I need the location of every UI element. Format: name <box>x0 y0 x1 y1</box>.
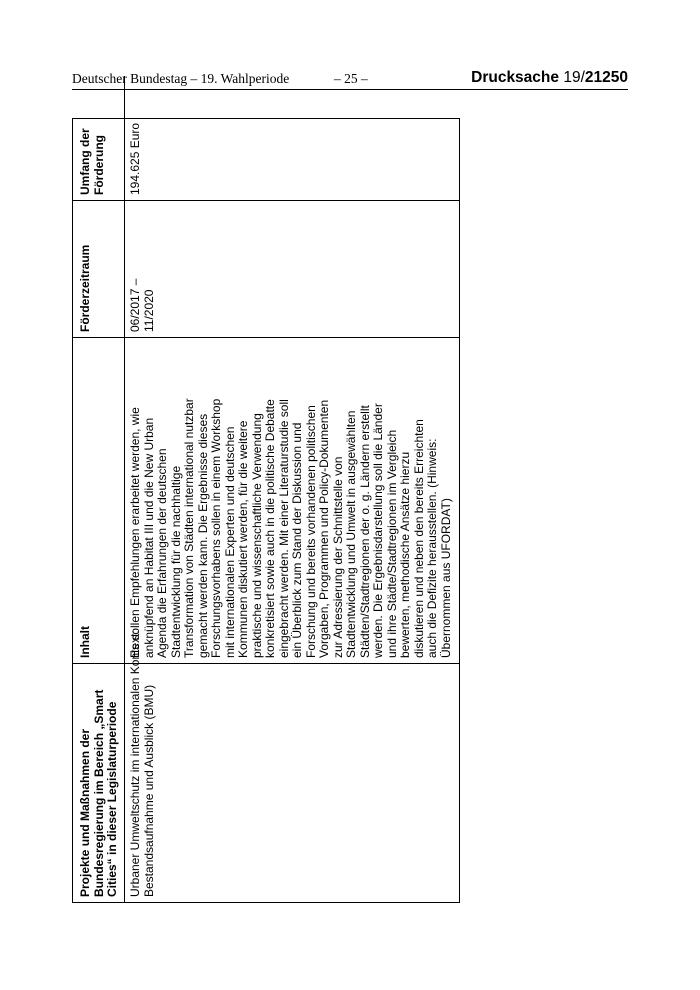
content-line: Städten/Stadtregionen der o. g. Ländern erstellt <box>357 405 372 658</box>
rotated-table-frame <box>72 118 460 903</box>
content-line: werden. Die Ergebnisdarstellung soll die Länder <box>371 403 385 658</box>
cell-project <box>125 630 460 903</box>
content-line: gemacht werden kann. Die Ergebnisse dieses <box>195 413 210 658</box>
content-line: praktische und wissenschaftliche Verwendung <box>249 413 264 658</box>
content-line: diskutieren und neben den bereits Erreichten <box>411 419 426 658</box>
content-line: Vorgaben, Programmen und Policy-Dokumenten <box>317 399 331 658</box>
content-line: bewerten, methodische Ansätze hierzu <box>398 451 412 658</box>
project-line: Urbaner Umweltschutz im internationalen Kontext: <box>128 630 142 897</box>
header-content: Inhalt <box>73 338 125 664</box>
amount-value: 194.625 Euro <box>128 122 142 195</box>
project-line: Bestandsaufnahme und Ausblick (BMU) <box>141 684 156 897</box>
content-line: konkretisiert sowie auch in die politische Debatte <box>263 399 277 658</box>
period-line: 11/2020 <box>141 289 156 332</box>
drucksache-number: 21250 <box>584 69 628 86</box>
table-row <box>125 76 460 902</box>
content-line: und ihre Städte/Stadtregionen im Vergleich <box>384 429 399 658</box>
cell-amount <box>125 76 460 201</box>
rotated-table-content <box>73 119 459 902</box>
content-line: Übernommen aus UFORDAT) <box>438 498 453 658</box>
content-line: Kommunen diskutiert werden, für die weitere <box>236 420 250 658</box>
content-line: Agenda die Erfahrungen der deutschen <box>155 448 169 658</box>
cell-content <box>125 338 460 664</box>
content-line: anknüpfend an Habitat III und die New Urban <box>141 417 156 658</box>
content-line: Transformation von Städten international nutzbar <box>182 398 196 658</box>
cell-period <box>125 201 460 338</box>
drucksache-label: Drucksache <box>471 69 560 86</box>
content-line: mit internationalen Experten und deutschen <box>222 426 237 658</box>
content-line: Stadtentwicklung für die nachhaltige <box>168 465 183 658</box>
content-line: eingebracht werden. Mit einer Literaturstudie soll <box>276 399 291 658</box>
content-line: Forschungsvorhabens sollen in einem Workshop <box>209 398 223 658</box>
page-number: – 25 – <box>334 71 368 86</box>
document-number <box>471 69 628 87</box>
table-header-row <box>73 76 125 902</box>
header-amount: Umfang der Förderung <box>73 76 125 201</box>
header-period: Förderzeitraum <box>73 201 125 338</box>
drucksache-number-prefix: 19/ <box>563 69 585 86</box>
header-title: Deutscher Bundestag – 19. Wahlperiode <box>72 71 290 86</box>
content-line: Forschung und bereits vorhandenen politischen <box>303 405 318 658</box>
content-line: Stadtentwicklung und Umwelt in ausgewählten <box>344 410 358 658</box>
smart-cities-table <box>73 76 459 902</box>
content-line: auch die Defizite herausstellen. (Hinweis: <box>425 438 439 658</box>
header-projects: Projekte und Maßnahmen der Bundesregierung im Bereich „Smart Cities“ in dieser Legislaturperiode <box>73 664 125 903</box>
content-line: Es sollen Empfehlungen erarbeitet werden, wie <box>128 407 142 658</box>
content-line: ein Überblick zum Stand der Diskussion und <box>290 422 304 658</box>
period-line: 06/2017 – <box>128 278 142 332</box>
content-line: zur Adressierung der Schnittstelle von <box>330 456 345 658</box>
